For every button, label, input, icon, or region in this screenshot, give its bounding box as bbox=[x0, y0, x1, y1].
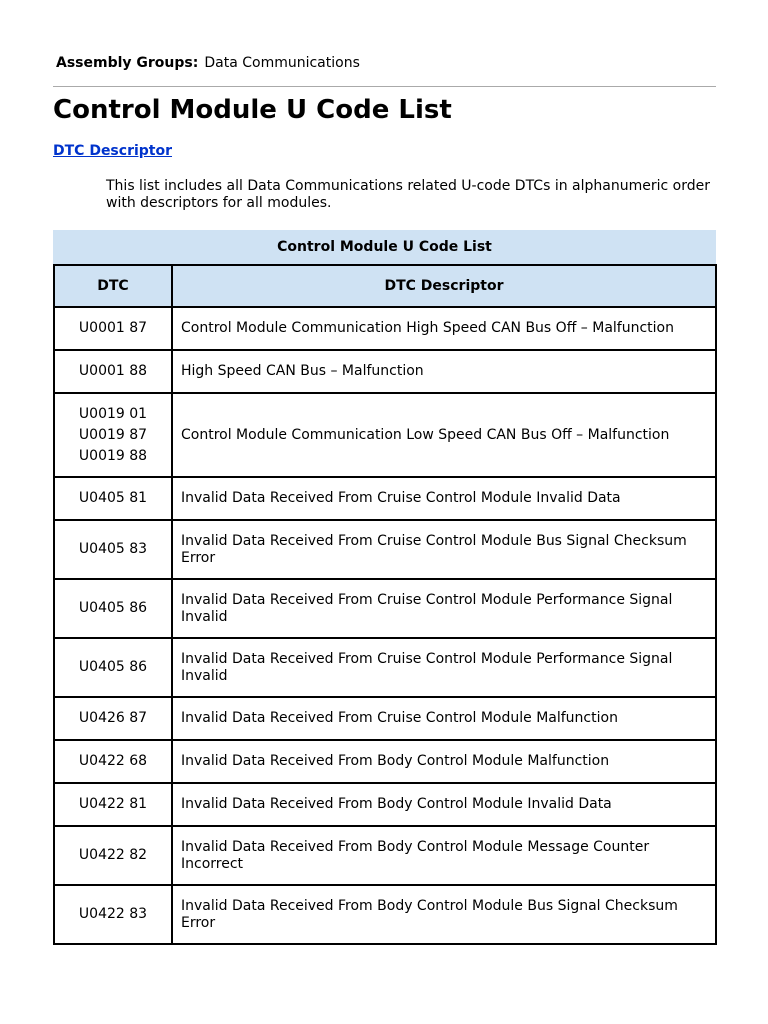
table-caption: Control Module U Code List bbox=[53, 230, 716, 264]
table-row bbox=[54, 350, 716, 393]
dtc-code: U0019 88 bbox=[78, 447, 148, 464]
dtc-code-cell bbox=[54, 638, 172, 697]
dtc-code: U0019 01 bbox=[78, 405, 148, 422]
dtc-code: U0405 86 bbox=[78, 600, 148, 616]
table-row bbox=[54, 740, 716, 783]
dtc-descriptor-cell: Invalid Data Received From Body Control Module Malfunction bbox=[172, 740, 716, 783]
dtc-code: U0019 87 bbox=[78, 426, 148, 443]
dtc-code: U0405 81 bbox=[78, 490, 148, 506]
intro-paragraph: This list includes all Data Communications related U-code DTCs in alphanumeric order with descriptors for all modules. bbox=[106, 178, 710, 211]
dtc-code: U0422 68 bbox=[78, 753, 148, 769]
dtc-code-cell bbox=[54, 826, 172, 885]
dtc-code: U0426 87 bbox=[78, 710, 148, 726]
dtc-code: U0405 83 bbox=[78, 541, 148, 557]
dtc-descriptor-cell: Invalid Data Received From Cruise Control Module Performance Signal Invalid bbox=[172, 579, 716, 638]
dtc-code-cell bbox=[54, 393, 172, 477]
dtc-descriptor-cell: Invalid Data Received From Cruise Control Module Bus Signal Checksum Error bbox=[172, 520, 716, 579]
dtc-descriptor-cell: Control Module Communication Low Speed CAN Bus Off – Malfunction bbox=[172, 393, 716, 477]
dtc-descriptor-cell: Invalid Data Received From Body Control Module Invalid Data bbox=[172, 783, 716, 826]
dtc-code: U0405 86 bbox=[78, 659, 148, 675]
dtc-table bbox=[53, 264, 717, 945]
table-row bbox=[54, 393, 716, 477]
dtc-descriptor-cell: Control Module Communication High Speed CAN Bus Off – Malfunction bbox=[172, 307, 716, 350]
dtc-descriptor-cell: Invalid Data Received From Body Control Module Bus Signal Checksum Error bbox=[172, 885, 716, 944]
dtc-code: U0422 82 bbox=[78, 847, 148, 863]
dtc-code: U0422 81 bbox=[78, 796, 148, 812]
dtc-column-header: DTC bbox=[54, 265, 172, 307]
table-row bbox=[54, 697, 716, 740]
table-row bbox=[54, 477, 716, 520]
dtc-code-cell bbox=[54, 477, 172, 520]
table-row bbox=[54, 307, 716, 350]
table-row bbox=[54, 638, 716, 697]
table-body bbox=[54, 307, 716, 944]
dtc-code-cell bbox=[54, 885, 172, 944]
table-row bbox=[54, 783, 716, 826]
assembly-groups-value: Data Communications bbox=[204, 55, 360, 71]
dtc-code: U0422 83 bbox=[78, 906, 148, 922]
dtc-descriptor-cell: Invalid Data Received From Cruise Control Module Malfunction bbox=[172, 697, 716, 740]
table-row bbox=[54, 579, 716, 638]
dtc-code-cell bbox=[54, 740, 172, 783]
dtc-descriptor-cell: Invalid Data Received From Cruise Control Module Invalid Data bbox=[172, 477, 716, 520]
table-row bbox=[54, 826, 716, 885]
table-header-row bbox=[54, 265, 716, 307]
dtc-code-cell bbox=[54, 697, 172, 740]
descriptor-column-header: DTC Descriptor bbox=[172, 265, 716, 307]
dtc-descriptor-cell: High Speed CAN Bus – Malfunction bbox=[172, 350, 716, 393]
dtc-code-cell bbox=[54, 350, 172, 393]
dtc-code: U0001 88 bbox=[78, 363, 148, 379]
assembly-groups-label: Assembly Groups: bbox=[56, 55, 199, 71]
dtc-code-cell bbox=[54, 579, 172, 638]
dtc-code: U0001 87 bbox=[78, 320, 148, 336]
dtc-code-cell bbox=[54, 783, 172, 826]
table-row bbox=[54, 520, 716, 579]
header-divider bbox=[53, 86, 716, 87]
dtc-code-cell bbox=[54, 520, 172, 579]
dtc-descriptor-cell: Invalid Data Received From Body Control Module Message Counter Incorrect bbox=[172, 826, 716, 885]
dtc-code-cell bbox=[54, 307, 172, 350]
table-row bbox=[54, 885, 716, 944]
assembly-groups bbox=[56, 54, 360, 72]
dtc-descriptor-cell: Invalid Data Received From Cruise Control Module Performance Signal Invalid bbox=[172, 638, 716, 697]
page-title: Control Module U Code List bbox=[53, 95, 452, 125]
dtc-descriptor-link[interactable]: DTC Descriptor bbox=[53, 143, 173, 159]
